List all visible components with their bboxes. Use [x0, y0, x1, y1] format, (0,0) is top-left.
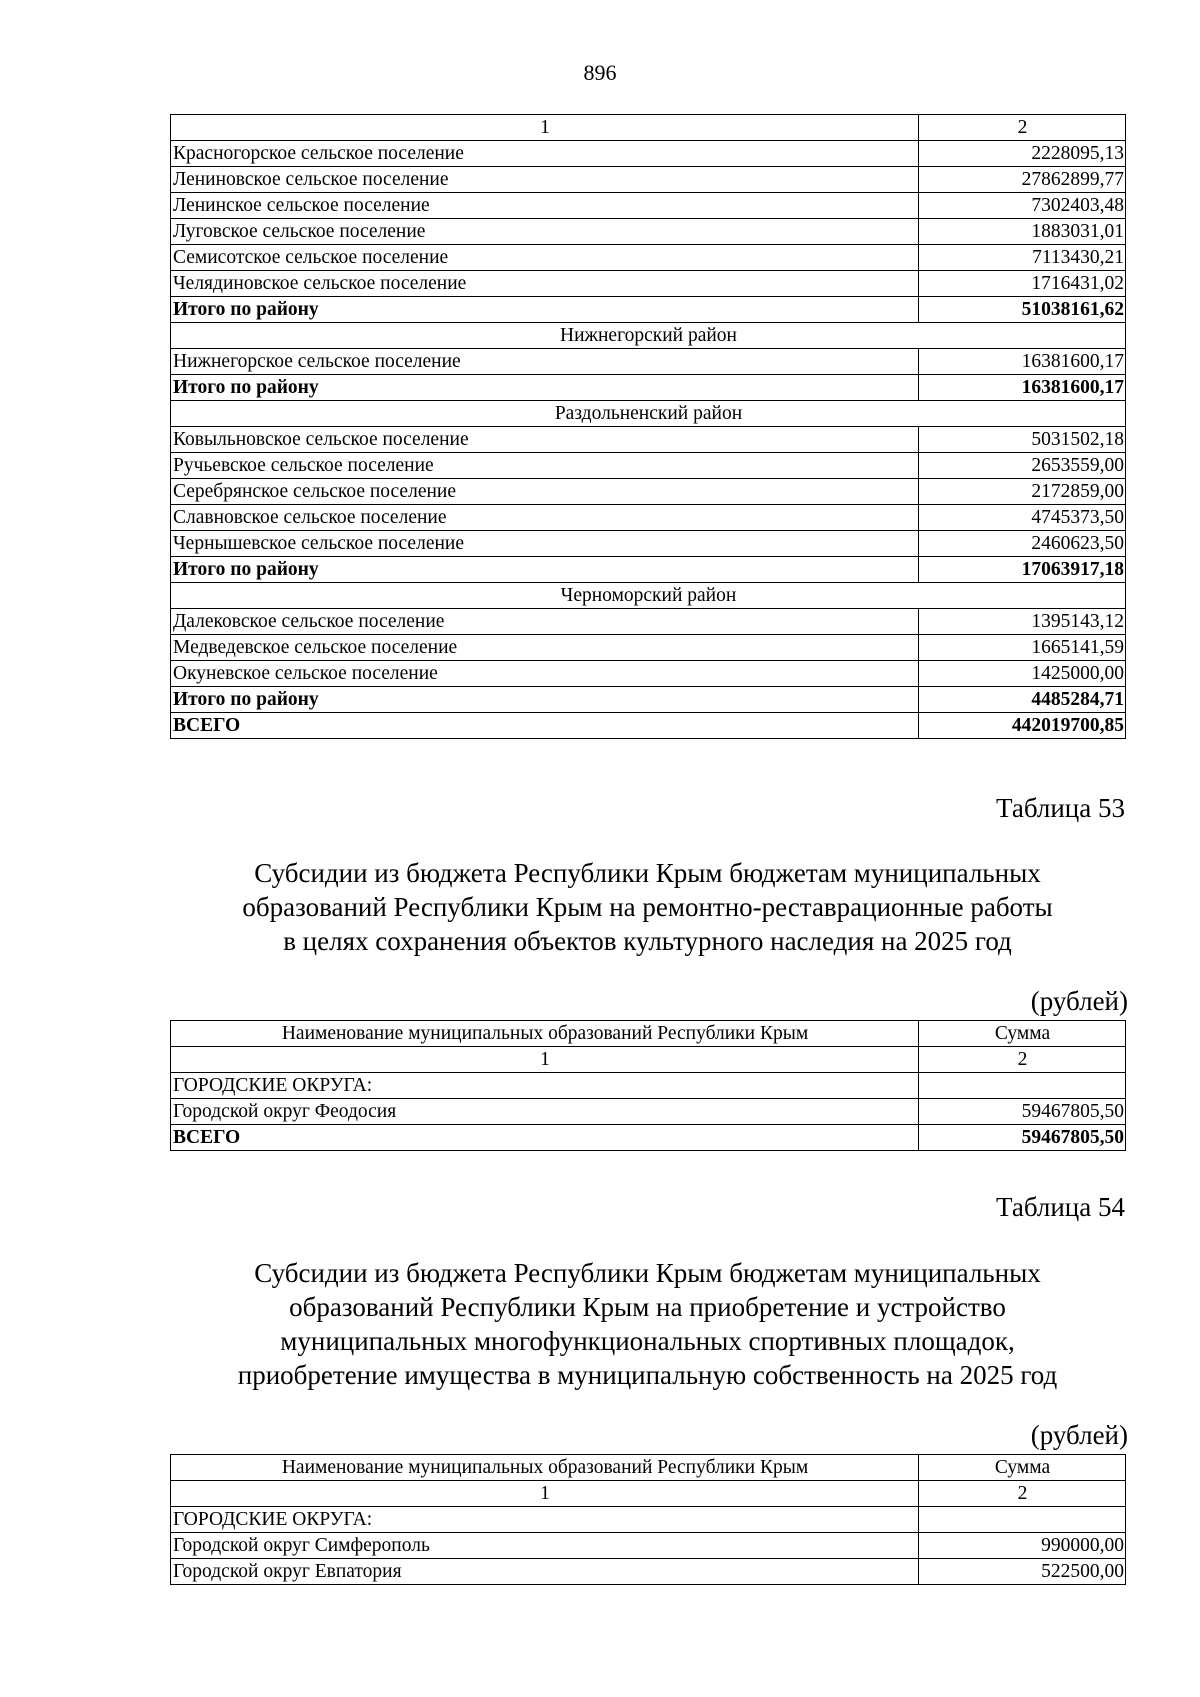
municipality-name: Челядиновское сельское поселение	[171, 271, 919, 297]
amount-value	[919, 1073, 1126, 1099]
municipality-name: Далековское сельское поселение	[171, 609, 919, 635]
column-number-1: 1	[171, 1047, 919, 1073]
title-line: приобретение имущества в муниципальную собственность на 2025 год	[237, 1360, 1058, 1390]
header-name: Наименование муниципальных образований Республики Крым	[171, 1021, 919, 1047]
column-number-row	[171, 115, 1126, 141]
amount-value: 59467805,50	[919, 1125, 1126, 1151]
amount-value: 51038161,62	[919, 297, 1126, 323]
municipality-name: Итого по району	[171, 375, 919, 401]
amount-value: 1395143,12	[919, 609, 1126, 635]
municipality-name: Итого по району	[171, 297, 919, 323]
title-line: образований Республики Крым на приобретение и устройство	[289, 1292, 1006, 1322]
table-row	[171, 271, 1126, 297]
table-row	[171, 1507, 1126, 1533]
column-number-2: 2	[919, 115, 1126, 141]
amount-value: 5031502,18	[919, 427, 1126, 453]
municipality-name: Нижнегорское сельское поселение	[171, 349, 919, 375]
table-54-label: Таблица 54	[996, 1192, 1125, 1222]
header-name: Наименование муниципальных образований Республики Крым	[171, 1455, 919, 1481]
header-row	[171, 1455, 1126, 1481]
table-row	[171, 141, 1126, 167]
header-sum: Сумма	[919, 1021, 1126, 1047]
municipality-name: Итого по району	[171, 687, 919, 713]
amount-value: 2653559,00	[919, 453, 1126, 479]
column-number-2: 2	[919, 1047, 1126, 1073]
table-row	[171, 479, 1126, 505]
table-row	[171, 167, 1126, 193]
amount-value: 1716431,02	[919, 271, 1126, 297]
district-name: Нижнегорский район	[171, 323, 1126, 349]
municipality-name: Медведевское сельское поселение	[171, 635, 919, 661]
amount-value: 990000,00	[919, 1533, 1126, 1559]
table-54-unit: (рублей)	[1030, 1420, 1128, 1450]
municipality-name: Серебрянское сельское поселение	[171, 479, 919, 505]
total-row	[171, 557, 1126, 583]
column-number-row	[171, 1481, 1126, 1507]
amount-value: 17063917,18	[919, 557, 1126, 583]
amount-value: 1665141,59	[919, 635, 1126, 661]
amount-value: 2460623,50	[919, 531, 1126, 557]
municipality-name: Городской округ Симферополь	[171, 1533, 919, 1559]
municipality-name: ГОРОДСКИЕ ОКРУГА:	[171, 1507, 919, 1533]
municipality-name: Ковыльновское сельское поселение	[171, 427, 919, 453]
table-row	[171, 1533, 1126, 1559]
municipality-name: Чернышевское сельское поселение	[171, 531, 919, 557]
municipality-name: Красногорское сельское поселение	[171, 141, 919, 167]
column-number-2: 2	[919, 1481, 1126, 1507]
municipality-name: Ленинское сельское поселение	[171, 193, 919, 219]
table-row	[171, 219, 1126, 245]
column-number-1: 1	[171, 1481, 919, 1507]
page-number: 896	[583, 60, 617, 85]
amount-value: 7113430,21	[919, 245, 1126, 271]
table-row	[171, 245, 1126, 271]
municipality-name: Окуневское сельское поселение	[171, 661, 919, 687]
table-row	[171, 453, 1126, 479]
table-53-unit: (рублей)	[1030, 986, 1128, 1016]
table-54-title	[170, 1256, 1125, 1392]
table-row	[171, 661, 1126, 687]
table-53-label: Таблица 53	[996, 793, 1125, 823]
table-53	[170, 1020, 1126, 1151]
amount-value: 2172859,00	[919, 479, 1126, 505]
column-number-1: 1	[171, 115, 919, 141]
amount-value: 16381600,17	[919, 349, 1126, 375]
municipality-name: ГОРОДСКИЕ ОКРУГА:	[171, 1073, 919, 1099]
table-53-title	[170, 856, 1125, 958]
header-row	[171, 1021, 1126, 1047]
district-header-row	[171, 323, 1126, 349]
table-row	[171, 531, 1126, 557]
table-row	[171, 349, 1126, 375]
title-line: образований Республики Крым на ремонтно-реставрационные работы	[242, 892, 1053, 922]
municipality-name: Итого по району	[171, 557, 919, 583]
table-row	[171, 635, 1126, 661]
amount-value: 1883031,01	[919, 219, 1126, 245]
amount-value: 442019700,85	[919, 713, 1126, 739]
municipality-name: Славновское сельское поселение	[171, 505, 919, 531]
amount-value: 4485284,71	[919, 687, 1126, 713]
title-line: Субсидии из бюджета Республики Крым бюджетам муниципальных	[254, 1258, 1041, 1288]
amount-value: 16381600,17	[919, 375, 1126, 401]
table-54	[170, 1454, 1126, 1585]
amount-value: 2228095,13	[919, 141, 1126, 167]
municipality-name: Луговское сельское поселение	[171, 219, 919, 245]
column-number-row	[171, 1047, 1126, 1073]
amount-value: 522500,00	[919, 1559, 1126, 1585]
table-row	[171, 1559, 1126, 1585]
amount-value: 4745373,50	[919, 505, 1126, 531]
subsidy-table-continued	[170, 114, 1126, 739]
total-row	[171, 1125, 1126, 1151]
total-row	[171, 297, 1126, 323]
district-name: Раздольненский район	[171, 401, 1126, 427]
title-line: муниципальных многофункциональных спортивных площадок,	[280, 1326, 1015, 1356]
district-header-row	[171, 583, 1126, 609]
total-row	[171, 687, 1126, 713]
table-row	[171, 1099, 1126, 1125]
amount-value	[919, 1507, 1126, 1533]
table-row	[171, 193, 1126, 219]
district-name: Черноморский район	[171, 583, 1126, 609]
municipality-name: Семисотское сельское поселение	[171, 245, 919, 271]
district-header-row	[171, 401, 1126, 427]
amount-value: 7302403,48	[919, 193, 1126, 219]
total-row	[171, 713, 1126, 739]
municipality-name: Городской округ Феодосия	[171, 1099, 919, 1125]
municipality-name: ВСЕГО	[171, 713, 919, 739]
table-row	[171, 1073, 1126, 1099]
header-sum: Сумма	[919, 1455, 1126, 1481]
table-row	[171, 609, 1126, 635]
municipality-name: Лениновское сельское поселение	[171, 167, 919, 193]
amount-value: 27862899,77	[919, 167, 1126, 193]
municipality-name: ВСЕГО	[171, 1125, 919, 1151]
table-row	[171, 505, 1126, 531]
amount-value: 59467805,50	[919, 1099, 1126, 1125]
municipality-name: Городской округ Евпатория	[171, 1559, 919, 1585]
table-row	[171, 427, 1126, 453]
total-row	[171, 375, 1126, 401]
title-line: в целях сохранения объектов культурного наследия на 2025 год	[283, 926, 1012, 956]
title-line: Субсидии из бюджета Республики Крым бюджетам муниципальных	[254, 858, 1041, 888]
amount-value: 1425000,00	[919, 661, 1126, 687]
municipality-name: Ручьевское сельское поселение	[171, 453, 919, 479]
